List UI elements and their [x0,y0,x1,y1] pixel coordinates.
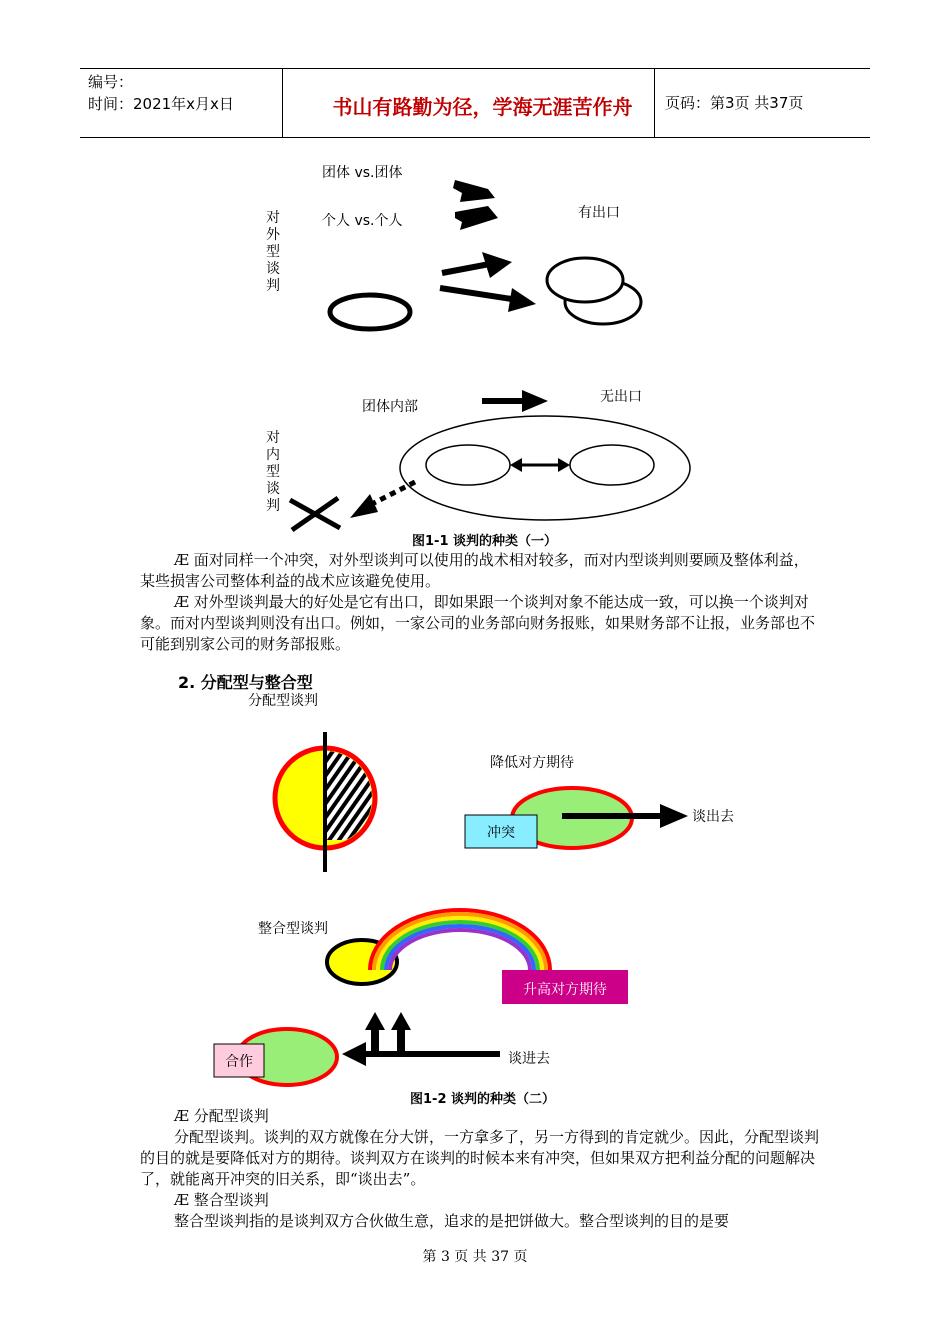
arrow-head [558,458,570,472]
header-page-info: 页码：第3页 共37页 [665,94,804,112]
internal-ellipse [400,416,690,520]
arrow-head [350,494,378,518]
paragraph-block-2 [140,1106,820,1232]
person-vs-person: 个人 vs.个人 [322,213,403,229]
arrow-head [482,252,512,278]
group-vs-group: 团体 vs.团体 [322,165,403,181]
has-exit-label: 有出口 [578,205,620,221]
no-exit-label: 无出口 [600,389,642,405]
paragraph-block-1 [140,550,820,655]
external-vertical-label: 对外型谈判 [266,210,280,294]
paragraph: 分配型谈判。谈判的双方就像在分大饼，一方拿多了，另一方得到的肯定就少。因此，分配型谈判的目的就是要降低对方的期待。谈判双方在谈判的时候本来有冲突，但如果双方把利益分配的问题解决了，就能离开冲突的旧关系，即“谈出去”。 [140,1128,820,1188]
internal-vertical-label: 对内型谈判 [266,430,280,514]
arrow-head [522,390,548,412]
page-footer: 第 3 页 共 37 页 [422,1249,528,1265]
exit-ellipse-front [547,258,623,302]
integrative-title: 整合型谈判 [258,921,328,937]
talk-in-label: 谈进去 [508,1051,550,1067]
arrow-head [342,1042,366,1066]
raise-expectation-label: 升高对方期待 [523,982,607,998]
paragraph: Æ 对外型谈判最大的好处是它有出口，即如果跟一个谈判对象不能达成一致，可以换一个谈判对象。而对内型谈判则没有出口。例如，一家公司的业务部向财务报账，如果财务部不让报，业务部也不可能到别家公司的财务部报账。 [140,593,816,653]
subheading: Æ 整合型谈判 [174,1191,269,1209]
up-arrow [391,1012,411,1055]
arrow-line [440,288,518,300]
arrow-head [508,288,536,312]
arrow-head [510,458,522,472]
cooperation-label: 合作 [225,1054,253,1070]
figure1-diagram [250,150,710,540]
internal-right-ellipse [570,445,654,485]
paragraph: 整合型谈判指的是谈判双方合伙做生意，追求的是把饼做大。整合型谈判的目的是要 [174,1212,730,1230]
arrow-head [660,804,688,828]
figure2-diagram [210,700,690,1090]
paragraph: Æ 面对同样一个冲突，对外型谈判可以使用的战术相对较多，而对内型谈判则要顾及整体利益，某些损害公司整体利益的战术应该避免使用。 [140,551,809,590]
single-ellipse [330,295,410,329]
lower-expectation-label: 降低对方期待 [490,755,574,771]
header-left [88,71,234,115]
distributive-title: 分配型谈判 [248,693,318,709]
figure2-caption: 图1-2 谈判的种类（二） [410,1092,556,1107]
page-header [80,68,870,138]
arrow-shape [453,180,495,202]
header-divider [282,69,283,137]
internal-left-ellipse [426,445,510,485]
arrow-shape [455,206,498,230]
talk-out-label: 谈出去 [692,809,734,825]
number-label: 编号： [88,73,134,91]
date-label: 时间：2021年x月x日 [88,95,234,113]
figure1-caption: 图1-1 谈判的种类（一） [412,534,558,549]
header-motto: 书山有路勤为径，学海无涯苦作舟 [332,95,633,119]
group-internal-label: 团体内部 [362,399,418,415]
subheading: Æ 分配型谈判 [174,1107,269,1125]
conflict-label: 冲突 [487,825,515,841]
section-title: 2. 分配型与整合型 [178,673,313,692]
up-arrow [365,1012,385,1055]
